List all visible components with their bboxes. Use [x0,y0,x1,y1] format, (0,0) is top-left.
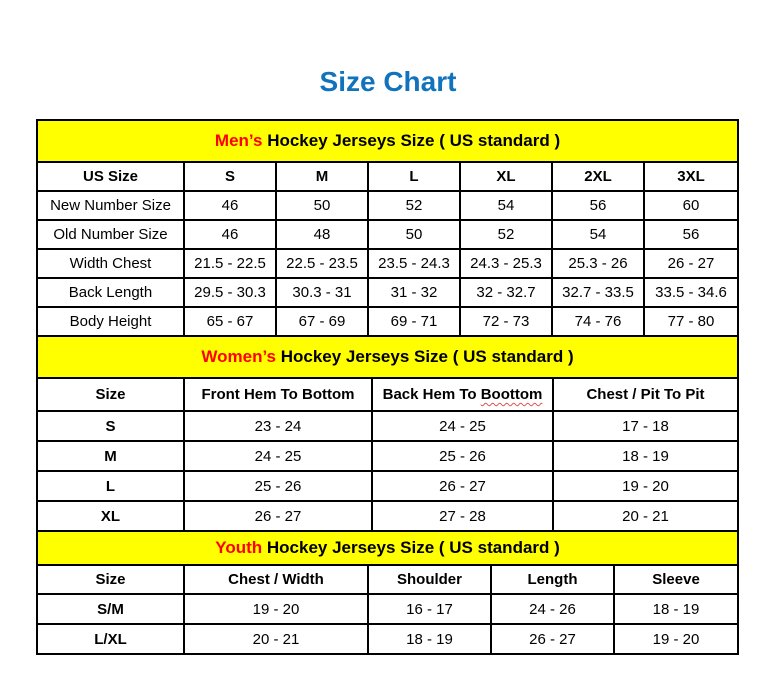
table-row [37,624,738,654]
column-header: Chest / Width [184,565,368,594]
table-row [37,336,738,378]
page-title: Size Chart [319,66,457,97]
cell: 32.7 - 33.5 [552,278,644,307]
cell: 52 [460,220,552,249]
row-label: XL [37,501,184,531]
youth-size-table [36,530,739,655]
table-header-row [37,565,738,594]
cell: 25.3 - 26 [552,249,644,278]
cell: 18 - 19 [368,624,491,654]
cell: 52 [368,191,460,220]
table-row [37,307,738,336]
table-row [37,220,738,249]
table-header-row [37,378,738,411]
cell: 60 [644,191,738,220]
row-label: Width Chest [37,249,184,278]
cell: 67 - 69 [276,307,368,336]
cell: 26 - 27 [491,624,614,654]
cell: 18 - 19 [614,594,738,624]
cell: 24.3 - 25.3 [460,249,552,278]
column-header: Length [491,565,614,594]
cell: 27 - 28 [372,501,553,531]
mens-heading-highlight: Men’s [214,131,263,150]
row-label: M [37,441,184,471]
column-header: Front Hem To Bottom [184,378,372,411]
column-header: 3XL [644,162,738,191]
womens-heading-highlight: Women’s [201,347,276,366]
cell: 74 - 76 [552,307,644,336]
size-chart-tables [36,119,737,655]
table-row [37,531,738,565]
column-header: Size [37,378,184,411]
column-header: Size [37,565,184,594]
cell: 19 - 20 [553,471,738,501]
mens-size-table [36,119,739,337]
cell: 31 - 32 [368,278,460,307]
cell: 50 [276,191,368,220]
cell: 29.5 - 30.3 [184,278,276,307]
cell: 19 - 20 [184,594,368,624]
table-row [37,411,738,441]
cell: 24 - 26 [491,594,614,624]
table-row [37,278,738,307]
row-label: L [37,471,184,501]
cell: 26 - 27 [184,501,372,531]
table-header-row [37,162,738,191]
cell: 54 [552,220,644,249]
row-label: Body Height [37,307,184,336]
cell: 23 - 24 [184,411,372,441]
misspelled-word: Boottom [480,386,543,403]
cell: 50 [368,220,460,249]
cell: 20 - 21 [553,501,738,531]
cell: 56 [552,191,644,220]
youth-section-heading [37,531,738,565]
cell: 69 - 71 [368,307,460,336]
table-row [37,594,738,624]
cell: 17 - 18 [553,411,738,441]
column-header: M [276,162,368,191]
table-row [37,441,738,471]
row-label: S/M [37,594,184,624]
cell: 20 - 21 [184,624,368,654]
cell: 48 [276,220,368,249]
cell: 21.5 - 22.5 [184,249,276,278]
column-header: 2XL [552,162,644,191]
cell: 32 - 32.7 [460,278,552,307]
cell: 19 - 20 [614,624,738,654]
cell: 16 - 17 [368,594,491,624]
cell: 24 - 25 [184,441,372,471]
column-header: Sleeve [614,565,738,594]
cell: 25 - 26 [372,441,553,471]
cell: 25 - 26 [184,471,372,501]
row-label: New Number Size [37,191,184,220]
row-label: Back Length [37,278,184,307]
cell: 72 - 73 [460,307,552,336]
womens-size-table [36,335,739,532]
cell: 77 - 80 [644,307,738,336]
youth-heading-rest: Hockey Jerseys Size ( US standard ) [262,538,560,557]
youth-heading-highlight: Youth [215,538,263,557]
cell: 33.5 - 34.6 [644,278,738,307]
cell: 54 [460,191,552,220]
column-header: US Size [37,162,184,191]
cell: 24 - 25 [372,411,553,441]
column-header-back-hem [372,378,553,411]
cell: 46 [184,220,276,249]
womens-section-heading [37,336,738,378]
cell: 22.5 - 23.5 [276,249,368,278]
table-row [37,471,738,501]
column-header: XL [460,162,552,191]
table-row [37,501,738,531]
row-label: Old Number Size [37,220,184,249]
cell: 46 [184,191,276,220]
column-header: S [184,162,276,191]
column-header: Shoulder [368,565,491,594]
mens-heading-rest: Hockey Jerseys Size ( US standard ) [262,131,561,150]
row-label: S [37,411,184,441]
table-row [37,249,738,278]
row-label: L/XL [37,624,184,654]
back-hem-prefix: Back Hem To [382,386,477,403]
cell: 65 - 67 [184,307,276,336]
cell: 18 - 19 [553,441,738,471]
womens-heading-rest: Hockey Jerseys Size ( US standard ) [276,347,574,366]
table-row [37,120,738,162]
cell: 26 - 27 [372,471,553,501]
cell: 56 [644,220,738,249]
column-header: Chest / Pit To Pit [553,378,738,411]
cell: 26 - 27 [644,249,738,278]
column-header: L [368,162,460,191]
cell: 23.5 - 24.3 [368,249,460,278]
mens-section-heading [37,120,738,162]
cell: 30.3 - 31 [276,278,368,307]
table-row [37,191,738,220]
